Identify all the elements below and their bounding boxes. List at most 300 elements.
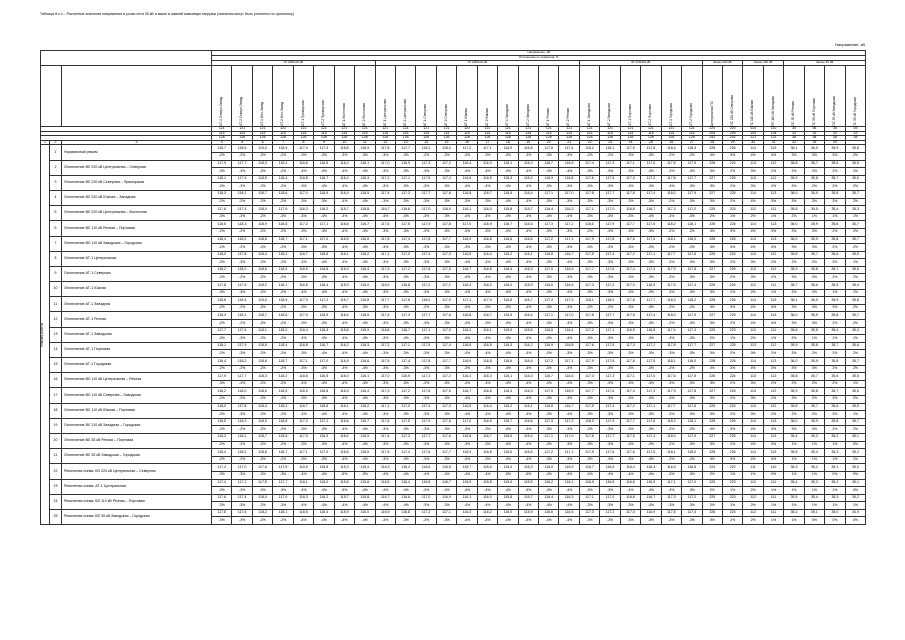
value-cell: 223 bbox=[722, 479, 742, 487]
column-header-label: АТ-2 Южная bbox=[484, 107, 489, 126]
value-cell: 114 bbox=[743, 145, 763, 153]
header-value-cell: 121 bbox=[682, 127, 702, 132]
value-cell: 113 bbox=[743, 342, 763, 350]
value-cell: 117,9 bbox=[600, 418, 620, 426]
value-cell: 116,5 bbox=[559, 509, 579, 517]
deviation-cell: -3% bbox=[539, 320, 559, 328]
deviation-cell: -3% bbox=[600, 259, 620, 267]
deviation-cell: 2% bbox=[763, 350, 783, 358]
deviation-cell: -4% bbox=[559, 289, 579, 297]
value-cell: 118,6 bbox=[252, 388, 272, 396]
row-name-cell: Отключение АТ-1 Северная bbox=[62, 266, 212, 281]
value-cell: 117,6 bbox=[212, 206, 232, 214]
value-cell: 118,2 bbox=[579, 145, 599, 153]
deviation-cell: 4% bbox=[743, 152, 763, 160]
value-cell: 117,5 bbox=[375, 449, 395, 457]
deviation-cell: -4% bbox=[559, 335, 579, 343]
deviation-cell: -3% bbox=[539, 152, 559, 160]
deviation-cell: -4% bbox=[334, 183, 354, 191]
value-cell: 116,6 bbox=[518, 221, 538, 229]
deviation-cell: -3% bbox=[314, 304, 334, 312]
header-value-cell: 38 bbox=[845, 136, 866, 141]
value-cell: 117,8 bbox=[579, 312, 599, 320]
value-cell: 117,3 bbox=[375, 388, 395, 396]
value-cell: 116,1 bbox=[477, 327, 497, 335]
deviation-cell: 2% bbox=[722, 395, 742, 403]
value-cell: 116,9 bbox=[314, 433, 334, 441]
value-cell: 35,7 bbox=[845, 358, 866, 366]
deviation-cell: -3% bbox=[375, 304, 395, 312]
value-cell: 117,7 bbox=[416, 312, 436, 320]
value-cell: 36,0 bbox=[804, 145, 824, 153]
value-cell: 117,8 bbox=[416, 358, 436, 366]
value-cell: 117,8 bbox=[600, 236, 620, 244]
deviation-cell: -3% bbox=[457, 441, 477, 449]
deviation-cell: -3% bbox=[682, 471, 702, 479]
value-cell: 118,1 bbox=[416, 145, 436, 153]
header-value-cell: 121 bbox=[355, 127, 375, 132]
deviation-cell: 3% bbox=[784, 228, 804, 236]
row-name-cell: Отключение АТ-1 Портовая bbox=[62, 342, 212, 357]
deviation-cell: -3% bbox=[212, 335, 232, 343]
value-cell: 117,3 bbox=[539, 418, 559, 426]
deviation-cell: -3% bbox=[212, 517, 232, 525]
deviation-cell: -3% bbox=[395, 456, 415, 464]
deviation-cell: -2% bbox=[212, 198, 232, 206]
header-value-cell: 121 bbox=[395, 127, 415, 132]
deviation-cell: 2% bbox=[825, 426, 845, 434]
deviation-cell: -3% bbox=[539, 441, 559, 449]
deviation-cell: -4% bbox=[334, 259, 354, 267]
value-cell: 224 bbox=[722, 282, 742, 290]
value-cell: 116,3 bbox=[355, 175, 375, 183]
deviation-cell: -4% bbox=[457, 380, 477, 388]
deviation-cell: -3% bbox=[416, 168, 436, 176]
deviation-cell: -3% bbox=[252, 471, 272, 479]
table-row bbox=[41, 433, 866, 441]
value-cell: 35,4 bbox=[784, 479, 804, 487]
value-cell: 116,1 bbox=[293, 479, 313, 487]
deviation-cell: 3% bbox=[743, 350, 763, 358]
deviation-cell: -4% bbox=[293, 471, 313, 479]
value-cell: 116,3 bbox=[518, 266, 538, 274]
value-cell: 113 bbox=[763, 221, 783, 229]
value-cell: 116,8 bbox=[457, 190, 477, 198]
deviation-cell: -2% bbox=[232, 244, 252, 252]
value-cell: 116,8 bbox=[641, 327, 661, 335]
deviation-cell: -2% bbox=[252, 380, 272, 388]
value-cell: 117,8 bbox=[600, 358, 620, 366]
column-number-cell: 17 bbox=[477, 140, 497, 145]
deviation-cell: 2% bbox=[743, 487, 763, 495]
value-cell: 113 bbox=[743, 388, 763, 396]
value-cell: 115,9 bbox=[293, 464, 313, 472]
column-header-label: АТ-1 Северо-Запад bbox=[219, 97, 224, 126]
value-cell: 117,0 bbox=[539, 388, 559, 396]
value-cell: 117,5 bbox=[436, 266, 456, 274]
deviation-cell: -3% bbox=[314, 320, 334, 328]
value-cell: 226 bbox=[722, 145, 742, 153]
value-cell: 35,7 bbox=[825, 342, 845, 350]
deviation-cell: -3% bbox=[682, 411, 702, 419]
deviation-cell: 2% bbox=[825, 320, 845, 328]
value-cell: 116,3 bbox=[559, 206, 579, 214]
header-value-cell: 121 bbox=[579, 127, 599, 132]
deviation-cell: 2% bbox=[722, 441, 742, 449]
value-cell: 118,2 bbox=[661, 221, 681, 229]
value-cell: 116,5 bbox=[334, 449, 354, 457]
deviation-cell: -3% bbox=[375, 395, 395, 403]
value-cell: 117,4 bbox=[682, 282, 702, 290]
value-cell: 117,1 bbox=[375, 251, 395, 259]
column-header bbox=[477, 66, 497, 127]
deviation-cell: -3% bbox=[579, 274, 599, 282]
value-cell: 117,6 bbox=[436, 190, 456, 198]
header-value-cell: 33 bbox=[784, 131, 804, 136]
value-cell: 35,7 bbox=[845, 190, 866, 198]
deviation-cell: -3% bbox=[579, 198, 599, 206]
header-units-cell: Напряжение, кВ bbox=[212, 51, 866, 56]
deviation-cell: 1% bbox=[743, 471, 763, 479]
deviation-cell: 2% bbox=[804, 350, 824, 358]
deviation-cell: -3% bbox=[620, 320, 640, 328]
header-value-cell: 121 bbox=[293, 127, 313, 132]
deviation-cell: -3% bbox=[579, 517, 599, 525]
deviation-cell: -4% bbox=[355, 289, 375, 297]
value-cell: 224 bbox=[722, 251, 742, 259]
deviation-cell: -4% bbox=[314, 517, 334, 525]
value-cell: 35,9 bbox=[804, 418, 824, 426]
row-number-cell: 18 bbox=[50, 403, 62, 418]
value-cell: 118,1 bbox=[661, 449, 681, 457]
table-row bbox=[41, 494, 866, 502]
value-cell: 117,1 bbox=[641, 403, 661, 411]
value-cell: 118,2 bbox=[232, 358, 252, 366]
value-cell: 115,9 bbox=[355, 327, 375, 335]
value-cell: 117,8 bbox=[252, 479, 272, 487]
deviation-cell: -3% bbox=[641, 152, 661, 160]
value-cell: 118,0 bbox=[252, 494, 272, 502]
deviation-cell: -4% bbox=[518, 335, 538, 343]
deviation-cell: 2% bbox=[722, 380, 742, 388]
value-cell: 118,0 bbox=[416, 297, 436, 305]
deviation-cell: -4% bbox=[314, 289, 334, 297]
deviation-cell: -4% bbox=[334, 304, 354, 312]
deviation-cell: -4% bbox=[314, 502, 334, 510]
header-value-cell: 126 bbox=[355, 136, 375, 141]
header-group-cell: Шины 110 кВ bbox=[743, 61, 784, 66]
value-cell: 117,0 bbox=[293, 433, 313, 441]
value-cell: 116,5 bbox=[293, 509, 313, 517]
deviation-cell: -4% bbox=[518, 380, 538, 388]
deviation-cell: 3% bbox=[784, 304, 804, 312]
value-cell: 117,3 bbox=[600, 160, 620, 168]
deviation-cell: -3% bbox=[518, 152, 538, 160]
value-cell: 117,0 bbox=[314, 449, 334, 457]
deviation-cell: -3% bbox=[559, 320, 579, 328]
deviation-cell: -4% bbox=[355, 502, 375, 510]
header-value-cell: 121 bbox=[477, 127, 497, 132]
value-cell: 115,7 bbox=[334, 206, 354, 214]
deviation-cell: 1% bbox=[722, 213, 742, 221]
deviation-cell: -3% bbox=[314, 274, 334, 282]
deviation-cell: -3% bbox=[661, 471, 681, 479]
value-cell: 116,8 bbox=[682, 464, 702, 472]
column-number-cell: 5 bbox=[232, 140, 252, 145]
deviation-cell: -3% bbox=[600, 365, 620, 373]
value-cell: 116,6 bbox=[477, 388, 497, 396]
deviation-cell: -2% bbox=[661, 152, 681, 160]
deviation-cell: 2% bbox=[825, 198, 845, 206]
value-cell: 116,4 bbox=[518, 312, 538, 320]
deviation-cell: -4% bbox=[355, 213, 375, 221]
deviation-cell: -3% bbox=[436, 168, 456, 176]
value-cell: 111 bbox=[763, 206, 783, 214]
row-number-cell: 13 bbox=[50, 327, 62, 342]
value-cell: 118,5 bbox=[273, 266, 293, 274]
deviation-cell: 1% bbox=[825, 487, 845, 495]
deviation-cell: -3% bbox=[314, 152, 334, 160]
deviation-cell: -3% bbox=[416, 259, 436, 267]
deviation-cell: -3% bbox=[436, 365, 456, 373]
value-cell: 112 bbox=[763, 403, 783, 411]
deviation-cell: -4% bbox=[293, 213, 313, 221]
value-cell: 35,9 bbox=[804, 221, 824, 229]
deviation-cell: -3% bbox=[395, 411, 415, 419]
deviation-cell: -3% bbox=[600, 183, 620, 191]
column-header-label: ПС 35 кВ Речная bbox=[791, 101, 796, 126]
header-group-cell: Шины 220 кВ bbox=[702, 61, 743, 66]
column-number-cell: 10 bbox=[334, 140, 354, 145]
deviation-cell: -4% bbox=[518, 426, 538, 434]
value-cell: 117,8 bbox=[416, 449, 436, 457]
value-cell: 116,3 bbox=[498, 342, 518, 350]
value-cell: 116,4 bbox=[355, 388, 375, 396]
deviation-cell: -4% bbox=[498, 395, 518, 403]
deviation-cell: -4% bbox=[457, 168, 477, 176]
deviation-cell: 3% bbox=[722, 365, 742, 373]
deviation-cell: -2% bbox=[273, 274, 293, 282]
header-value-cell: 35 bbox=[804, 127, 824, 132]
deviation-cell: -4% bbox=[498, 456, 518, 464]
deviation-cell: 2% bbox=[763, 274, 783, 282]
deviation-cell: -2% bbox=[661, 244, 681, 252]
value-cell: 225 bbox=[722, 433, 742, 441]
column-header-label: Центральная ПС bbox=[709, 100, 714, 126]
value-cell: 117,9 bbox=[416, 221, 436, 229]
header-value-cell: 121 bbox=[252, 127, 272, 132]
value-cell: 226 bbox=[722, 358, 742, 366]
value-cell: 116,9 bbox=[498, 145, 518, 153]
deviation-cell: -4% bbox=[539, 502, 559, 510]
value-cell: 117,3 bbox=[395, 312, 415, 320]
deviation-cell: -2% bbox=[661, 320, 681, 328]
value-cell: 35,8 bbox=[825, 236, 845, 244]
deviation-cell: -3% bbox=[600, 198, 620, 206]
value-cell: 117,0 bbox=[682, 479, 702, 487]
value-cell: 116,9 bbox=[395, 373, 415, 381]
header-value-cell: 115 bbox=[518, 131, 538, 136]
column-header-label: ПС 220 кВ Северная bbox=[729, 95, 734, 126]
deviation-cell: -4% bbox=[334, 411, 354, 419]
value-cell: 117,2 bbox=[682, 494, 702, 502]
value-cell: 116,1 bbox=[334, 403, 354, 411]
value-cell: 119,0 bbox=[252, 297, 272, 305]
value-cell: 116,5 bbox=[375, 479, 395, 487]
column-header-label: АТ-1 Речная bbox=[546, 107, 551, 126]
deviation-cell: -3% bbox=[559, 198, 579, 206]
deviation-cell: -3% bbox=[395, 517, 415, 525]
deviation-cell: -3% bbox=[620, 456, 640, 464]
deviation-cell: -3% bbox=[579, 456, 599, 464]
deviation-cell: -4% bbox=[641, 502, 661, 510]
value-cell: 117,2 bbox=[395, 266, 415, 274]
value-cell: 113 bbox=[743, 266, 763, 274]
header-value-cell: 126 bbox=[375, 136, 395, 141]
value-cell: 117,3 bbox=[436, 251, 456, 259]
column-number-cell: 30 bbox=[743, 140, 763, 145]
deviation-cell: 2% bbox=[845, 395, 866, 403]
row-number-cell: 12 bbox=[50, 312, 62, 327]
deviation-cell: -3% bbox=[293, 395, 313, 403]
deviation-cell: 2% bbox=[784, 289, 804, 297]
deviation-cell: 1% bbox=[763, 213, 783, 221]
value-cell: 116,5 bbox=[518, 449, 538, 457]
deviation-cell: -3% bbox=[416, 213, 436, 221]
value-cell: 117,9 bbox=[620, 145, 640, 153]
value-cell: 118,9 bbox=[273, 145, 293, 153]
deviation-cell: -2% bbox=[273, 441, 293, 449]
value-cell: 118,6 bbox=[273, 190, 293, 198]
value-cell: 116,4 bbox=[518, 433, 538, 441]
header-value-cell: 115 bbox=[539, 131, 559, 136]
deviation-cell: 4% bbox=[702, 228, 722, 236]
deviation-cell: 2% bbox=[825, 350, 845, 358]
deviation-cell: 3% bbox=[702, 289, 722, 297]
table-body bbox=[41, 145, 866, 525]
deviation-cell: -2% bbox=[252, 426, 272, 434]
value-cell: 115,8 bbox=[355, 206, 375, 214]
value-cell: 118,3 bbox=[661, 297, 681, 305]
value-cell: 118,7 bbox=[252, 312, 272, 320]
deviation-cell: -3% bbox=[682, 213, 702, 221]
value-cell: 117,0 bbox=[232, 464, 252, 472]
header-value-cell: 115 bbox=[600, 131, 620, 136]
value-cell: 36,0 bbox=[784, 418, 804, 426]
deviation-cell: -3% bbox=[620, 168, 640, 176]
column-number-cell: 28 bbox=[702, 140, 722, 145]
value-cell: 226 bbox=[722, 418, 742, 426]
row-number-cell: 22 bbox=[50, 464, 62, 479]
deviation-cell: 2% bbox=[845, 198, 866, 206]
deviation-cell: -3% bbox=[375, 426, 395, 434]
value-cell: 35,8 bbox=[784, 403, 804, 411]
column-header bbox=[845, 66, 866, 127]
deviation-cell: -3% bbox=[232, 183, 252, 191]
value-cell: 35,9 bbox=[804, 190, 824, 198]
header-value-cell: 126 bbox=[600, 136, 620, 141]
header-value-cell: 121 bbox=[232, 127, 252, 132]
value-cell: 118,1 bbox=[600, 145, 620, 153]
value-cell: 117,3 bbox=[661, 494, 681, 502]
deviation-cell: 1% bbox=[804, 213, 824, 221]
header-value-cell: 35 bbox=[825, 127, 845, 132]
table-row bbox=[41, 175, 866, 183]
value-cell: 227 bbox=[702, 266, 722, 274]
deviation-cell: -3% bbox=[436, 502, 456, 510]
column-header-label: АТ-2 Северо-Запад bbox=[239, 97, 244, 126]
value-cell: 113 bbox=[763, 190, 783, 198]
value-cell: 35,2 bbox=[825, 433, 845, 441]
deviation-cell: -2% bbox=[416, 304, 436, 312]
deviation-cell: -3% bbox=[682, 380, 702, 388]
deviation-cell: -2% bbox=[252, 517, 272, 525]
header-value-cell: 121 bbox=[539, 127, 559, 132]
deviation-cell: -2% bbox=[661, 365, 681, 373]
value-cell: 115,8 bbox=[355, 494, 375, 502]
value-cell: 116,9 bbox=[457, 358, 477, 366]
deviation-cell: -3% bbox=[600, 320, 620, 328]
header-value-cell: 126 bbox=[641, 136, 661, 141]
deviation-cell: -4% bbox=[334, 228, 354, 236]
value-cell: 116,6 bbox=[559, 373, 579, 381]
value-cell: 116,6 bbox=[477, 266, 497, 274]
deviation-cell: -3% bbox=[600, 395, 620, 403]
value-cell: 117,6 bbox=[416, 388, 436, 396]
value-cell: 117,7 bbox=[682, 175, 702, 183]
value-cell: 117,8 bbox=[375, 145, 395, 153]
row-number-cell: 17 bbox=[50, 388, 62, 403]
value-cell: 117,3 bbox=[395, 190, 415, 198]
value-cell: 118,7 bbox=[273, 236, 293, 244]
deviation-cell: -4% bbox=[477, 411, 497, 419]
value-cell: 35,1 bbox=[845, 433, 866, 441]
value-cell: 35,9 bbox=[784, 342, 804, 350]
deviation-cell: -4% bbox=[355, 456, 375, 464]
header-value-cell: 38 bbox=[784, 136, 804, 141]
value-cell: 117,6 bbox=[600, 388, 620, 396]
header-value-cell: 126 bbox=[539, 136, 559, 141]
value-cell: 118,0 bbox=[661, 190, 681, 198]
value-cell: 113 bbox=[743, 175, 763, 183]
deviation-cell: 3% bbox=[763, 152, 783, 160]
value-cell: 116,8 bbox=[395, 509, 415, 517]
deviation-cell: -3% bbox=[682, 320, 702, 328]
value-cell: 116,8 bbox=[477, 449, 497, 457]
deviation-cell: -2% bbox=[273, 183, 293, 191]
value-cell: 113 bbox=[743, 403, 763, 411]
value-cell: 117,8 bbox=[579, 190, 599, 198]
table-row bbox=[41, 266, 866, 274]
value-cell: 35,9 bbox=[784, 175, 804, 183]
value-cell: 118,0 bbox=[436, 145, 456, 153]
value-cell: 116,9 bbox=[661, 464, 681, 472]
deviation-cell: -2% bbox=[232, 441, 252, 449]
deviation-cell: 3% bbox=[784, 274, 804, 282]
deviation-cell: -4% bbox=[477, 289, 497, 297]
deviation-cell: -4% bbox=[518, 365, 538, 373]
deviation-cell: -3% bbox=[314, 456, 334, 464]
value-cell: 118,1 bbox=[212, 175, 232, 183]
deviation-cell: 1% bbox=[722, 502, 742, 510]
deviation-cell: -2% bbox=[212, 456, 232, 464]
value-cell: 35,5 bbox=[825, 282, 845, 290]
value-cell: 116,4 bbox=[620, 464, 640, 472]
deviation-cell: -4% bbox=[334, 502, 354, 510]
deviation-cell: 2% bbox=[825, 380, 845, 388]
value-cell: 118,2 bbox=[273, 160, 293, 168]
value-cell: 35,8 bbox=[845, 297, 866, 305]
